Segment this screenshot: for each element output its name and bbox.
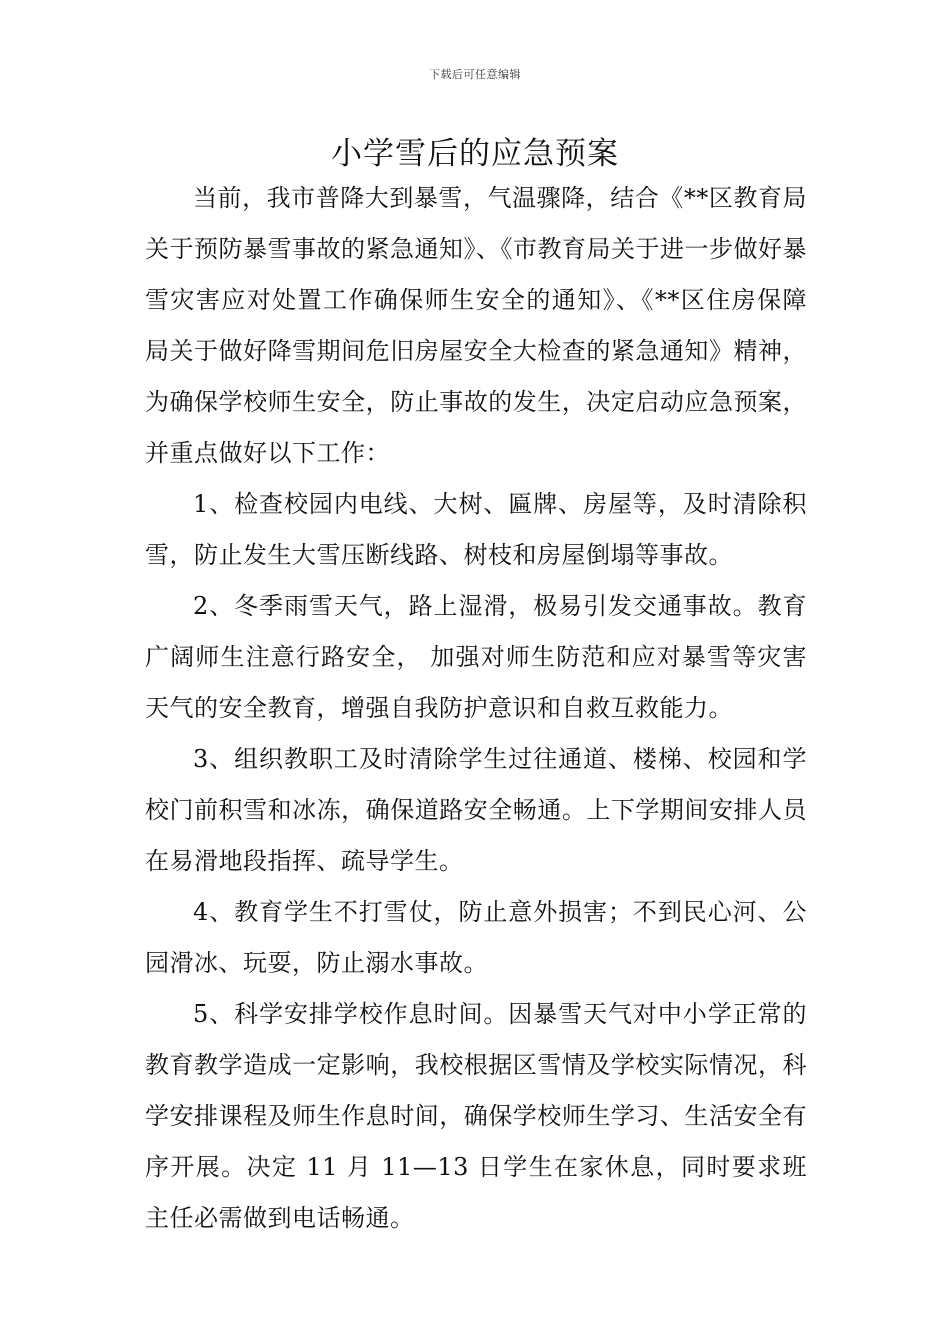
document-body [145,173,807,1244]
paragraph-item-5: 5、科学安排学校作息时间。因暴雪天气对中小学正常的教育教学造成一定影响，我校根据区雪情及学校实际情况，科学安排课程及师生作息时间，确保学校师生学习、生活安全有序开展。决定 11 月 11—13 日学生在家休息，同时要求班主任必需做到电话畅通。 [145,1000,807,1232]
paragraph-item-1: 1、检查校园内电线、大树、匾牌、房屋等，及时清除积雪，防止发生大雪压断线路、树枝和房屋倒塌等事故。 [145,490,807,569]
document-title: 小学雪后的应急预案 [331,136,619,172]
header-note: 下载后可任意编辑 [429,68,521,81]
paragraph-item-4: 4、教育学生不打雪仗，防止意外损害；不到民心河、公园滑冰、玩耍，防止溺水事故。 [145,898,807,977]
paragraph-item-2: 2、冬季雨雪天气，路上湿滑，极易引发交通事故。教育广阔师生注意行路安全， 加强对师生防范和应对暴雪等灾害天气的安全教育，增强自我防护意识和自救互救能力。 [145,592,807,722]
paragraph-item-3: 3、组织教职工及时清除学生过往通道、楼梯、校园和学校门前积雪和冰冻，确保道路安全畅通。上下学期间安排人员在易滑地段指挥、疏导学生。 [145,745,807,875]
paragraph-intro: 当前，我市普降大到暴雪，气温骤降，结合《**区教育局关于预防暴雪事故的紧急通知》、《市教育局关于进一步做好暴雪灾害应对处置工作确保师生安全的通知》、《**区住房保障局关于做好降雪期间危旧房屋安全大检查的紧急通知》精神， 为确保学校师生安全，防止事故的发生，决定启动应急预案，并重点做好以下工作： [145,184,807,467]
